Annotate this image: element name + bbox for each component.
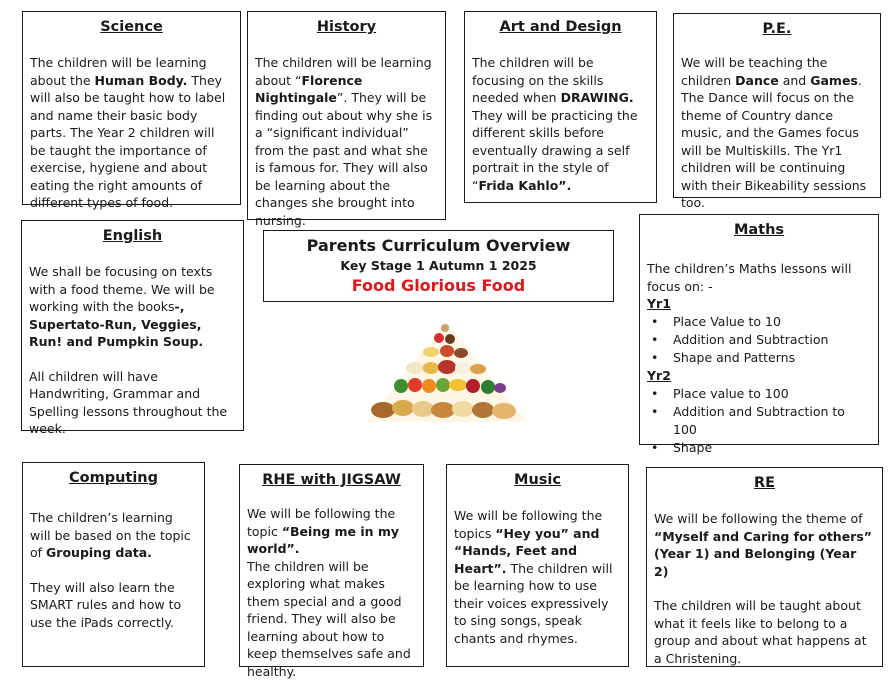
history-panel xyxy=(247,11,446,228)
pe-panel xyxy=(673,13,881,210)
overview-title-panel xyxy=(263,230,614,302)
history-text: The children will be learning about “Florence Nightingale”. They will be finding out about why she is a “significant individual” from the past and what she is famous for. They will also be learning about the changes she brought into nursing. xyxy=(255,55,433,228)
science-panel xyxy=(22,11,241,210)
maths-intro: The children’s Maths lessons will focus on: - xyxy=(647,261,852,294)
list-item: • Shape xyxy=(673,439,871,457)
list-item: • Addition and Subtraction to 100 xyxy=(673,403,871,439)
maths-heading: Maths xyxy=(733,222,785,238)
art-text: The children will be focusing on the skills needed when DRAWING. They will be practicing the different skills before eventually drawing a self portrait in the style of “Frida Kahlo”. xyxy=(472,55,638,193)
history-heading: History xyxy=(316,19,377,35)
computing-text: The children’s learning will be based on the topic of Grouping data. xyxy=(30,510,191,560)
list-item: • Place Value to 10 xyxy=(673,313,871,331)
list-item: • Addition and Subtraction xyxy=(673,331,871,349)
computing-panel xyxy=(22,462,205,667)
computing-text-2: They will also learn the SMART rules and how to use the iPads correctly. xyxy=(30,579,182,630)
maths-panel xyxy=(639,214,879,455)
music-heading: Music xyxy=(514,472,561,488)
list-item: • Place value to 100 xyxy=(673,385,871,403)
english-text: We shall be focusing on texts with a food theme. We will be working with the books-, Supertato-Run, Veggies, Run! and Pumpkin Soup. xyxy=(29,264,215,349)
re-heading: RE xyxy=(753,475,776,491)
computing-heading: Computing xyxy=(68,470,159,486)
science-heading: Science xyxy=(100,19,163,35)
music-panel xyxy=(446,464,629,667)
pe-text: We will be teaching the children Dance and Games. The Dance will focus on the theme of Country dance music, and the Games focus will be Multiskills. The Yr1 children will be continuing with their Bikeability sessions too. xyxy=(681,55,867,210)
page-title: Parents Curriculum Overview xyxy=(306,236,571,255)
food-pyramid-image xyxy=(357,318,537,430)
english-heading: English xyxy=(102,228,163,244)
maths-yr2-list xyxy=(647,385,871,457)
topic-title: Food Glorious Food xyxy=(351,276,526,295)
maths-yr1-list xyxy=(647,313,871,367)
re-text: We will be following the theme of “Myself and Caring for others” (Year 1) and Belonging (Year 2) xyxy=(654,511,872,579)
maths-yr1-label: Yr1 xyxy=(647,296,671,311)
science-text: The children will be learning about the Human Body. They will also be taught how to label and name their basic body parts. The Year 2 children will be taught the importance of exercise, hygiene and about eating the right amounts of different types of food. xyxy=(30,55,226,210)
re-text-2: The children will be taught about what it feels like to belong to a group and about what happens at a Christening. xyxy=(654,598,867,666)
rhe-panel xyxy=(239,464,424,679)
art-heading: Art and Design xyxy=(499,19,622,35)
maths-yr2-label: Yr2 xyxy=(647,368,671,383)
page-subtitle: Key Stage 1 Autumn 1 2025 xyxy=(340,258,537,273)
pe-heading: P.E. xyxy=(762,21,792,37)
music-text: We will be following the topics “Hey you” and “Hands, Feet and Heart”. The children will be learning how to use their voices expressively to sing songs, speak chants and rhymes. xyxy=(454,508,613,646)
re-panel xyxy=(646,467,883,667)
art-panel xyxy=(464,11,657,203)
rhe-text: We will be following the topic “Being me in my world”. The children will be exploring what makes them special and a good friend. They will also be learning about how to keep themselves safe and healthy. xyxy=(247,506,411,679)
list-item: • Shape and Patterns xyxy=(673,349,871,367)
english-text-2: All children will have Handwriting, Grammar and Spelling lessons throughout the week. xyxy=(29,368,228,436)
rhe-heading: RHE with JIGSAW xyxy=(262,472,401,488)
english-panel xyxy=(21,220,244,436)
